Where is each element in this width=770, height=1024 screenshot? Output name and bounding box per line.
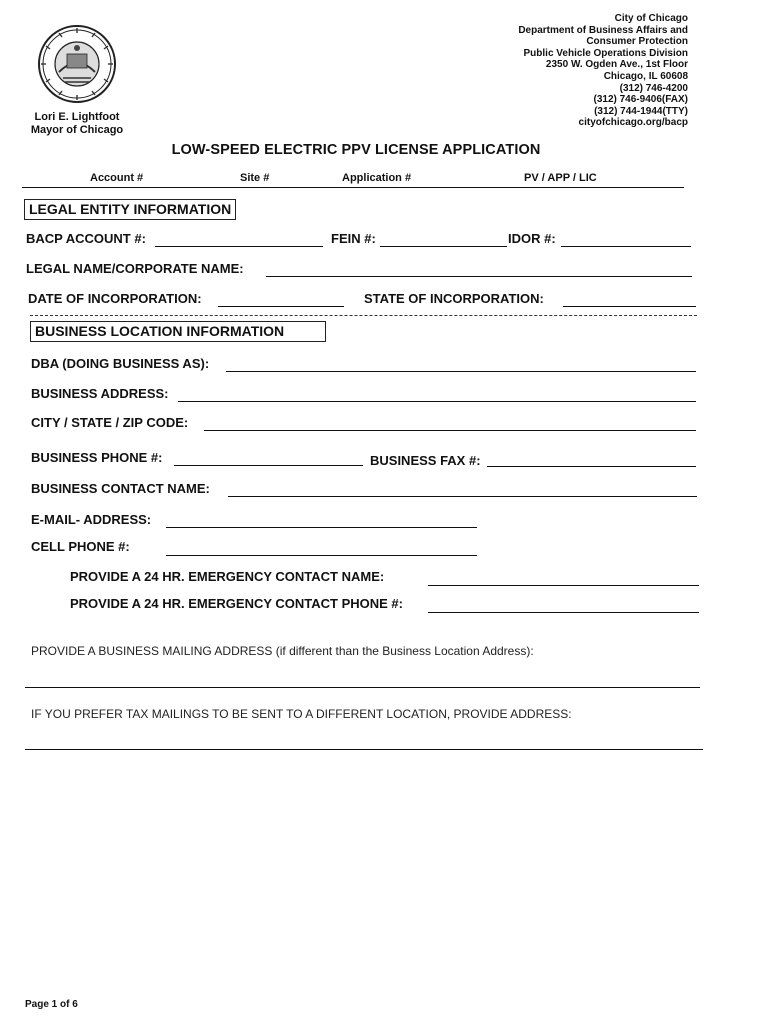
legal-name-field[interactable] bbox=[266, 276, 692, 277]
city-state-zip-field[interactable] bbox=[204, 430, 696, 431]
business-address-field[interactable] bbox=[178, 401, 696, 402]
fein-field[interactable] bbox=[380, 246, 507, 247]
business-fax-label: BUSINESS FAX #: bbox=[370, 453, 481, 468]
emergency-contact-name-field[interactable] bbox=[428, 585, 699, 586]
license-type-label: PV / APP / LIC bbox=[524, 172, 597, 184]
city-state-zip-label: CITY / STATE / ZIP CODE: bbox=[31, 415, 189, 430]
office-use-row bbox=[22, 172, 684, 188]
mayor-title: Mayor of Chicago bbox=[30, 124, 124, 136]
agency-line: (312) 746-4200 bbox=[619, 82, 688, 94]
emergency-contact-name-label: PROVIDE A 24 HR. EMERGENCY CONTACT NAME: bbox=[70, 569, 385, 584]
agency-line: (312) 744-1944(TTY) bbox=[594, 105, 688, 117]
business-contact-field[interactable] bbox=[228, 496, 697, 497]
tax-mailing-field[interactable] bbox=[25, 749, 703, 750]
page-number: Page 1 of 6 bbox=[25, 999, 78, 1010]
agency-address-block bbox=[518, 13, 688, 129]
business-phone-label: BUSINESS PHONE #: bbox=[31, 450, 163, 465]
agency-line: Consumer Protection bbox=[586, 36, 688, 48]
state-incorporation-field[interactable] bbox=[563, 306, 696, 307]
agency-line: (312) 746-9406(FAX) bbox=[593, 94, 688, 106]
agency-line: Chicago, IL 60608 bbox=[603, 70, 688, 82]
state-incorporation-label: STATE OF INCORPORATION: bbox=[364, 291, 544, 306]
form-title: LOW-SPEED ELECTRIC PPV LICENSE APPLICATION bbox=[171, 142, 541, 158]
agency-line: Public Vehicle Operations Division bbox=[523, 47, 688, 59]
mayor-block bbox=[22, 111, 132, 137]
dba-field[interactable] bbox=[226, 371, 696, 372]
dba-label: DBA (DOING BUSINESS AS): bbox=[31, 356, 210, 371]
legal-entity-heading: LEGAL ENTITY INFORMATION bbox=[24, 199, 236, 220]
agency-website: cityofchicago.org/bacp bbox=[578, 117, 688, 129]
agency-line: 2350 W. Ogden Ave., 1st Floor bbox=[545, 59, 688, 71]
tax-mailing-label: IF YOU PREFER TAX MAILINGS TO BE SENT TO A DIFFERENT LOCATION, PROVIDE ADDRESS: bbox=[31, 707, 572, 721]
agency-line: City of Chicago bbox=[614, 13, 688, 24]
email-field[interactable] bbox=[166, 527, 477, 528]
account-label: Account # bbox=[90, 172, 144, 184]
date-incorporation-label: DATE OF INCORPORATION: bbox=[28, 291, 202, 306]
mayor-name: Lori E. Lightfoot bbox=[34, 111, 120, 123]
agency-line: Department of Business Affairs and bbox=[518, 24, 688, 36]
cell-phone-field[interactable] bbox=[166, 555, 477, 556]
emergency-contact-phone-field[interactable] bbox=[428, 612, 699, 613]
business-phone-field[interactable] bbox=[174, 465, 363, 466]
business-contact-label: BUSINESS CONTACT NAME: bbox=[31, 481, 210, 496]
idor-field[interactable] bbox=[561, 246, 691, 247]
site-label: Site # bbox=[240, 172, 270, 184]
section-divider bbox=[30, 315, 697, 316]
application-label: Application # bbox=[342, 172, 412, 184]
idor-label: IDOR #: bbox=[508, 231, 556, 246]
fein-label: FEIN #: bbox=[331, 231, 376, 246]
email-label: E-MAIL- ADDRESS: bbox=[31, 512, 152, 527]
cell-phone-label: CELL PHONE #: bbox=[31, 539, 130, 554]
mailing-address-field[interactable] bbox=[25, 687, 700, 688]
business-address-label: BUSINESS ADDRESS: bbox=[31, 386, 169, 401]
city-seal-logo bbox=[37, 24, 117, 104]
business-fax-field[interactable] bbox=[487, 466, 696, 467]
bacp-account-label: BACP ACCOUNT #: bbox=[26, 231, 146, 246]
mailing-address-label: PROVIDE A BUSINESS MAILING ADDRESS (if different than the Business Location Address): bbox=[31, 644, 534, 658]
date-incorporation-field[interactable] bbox=[218, 306, 344, 307]
legal-name-label: LEGAL NAME/CORPORATE NAME: bbox=[26, 261, 244, 276]
business-location-heading: BUSINESS LOCATION INFORMATION bbox=[30, 321, 326, 342]
emergency-contact-phone-label: PROVIDE A 24 HR. EMERGENCY CONTACT PHONE #: bbox=[70, 596, 403, 611]
bacp-account-field[interactable] bbox=[155, 246, 323, 247]
